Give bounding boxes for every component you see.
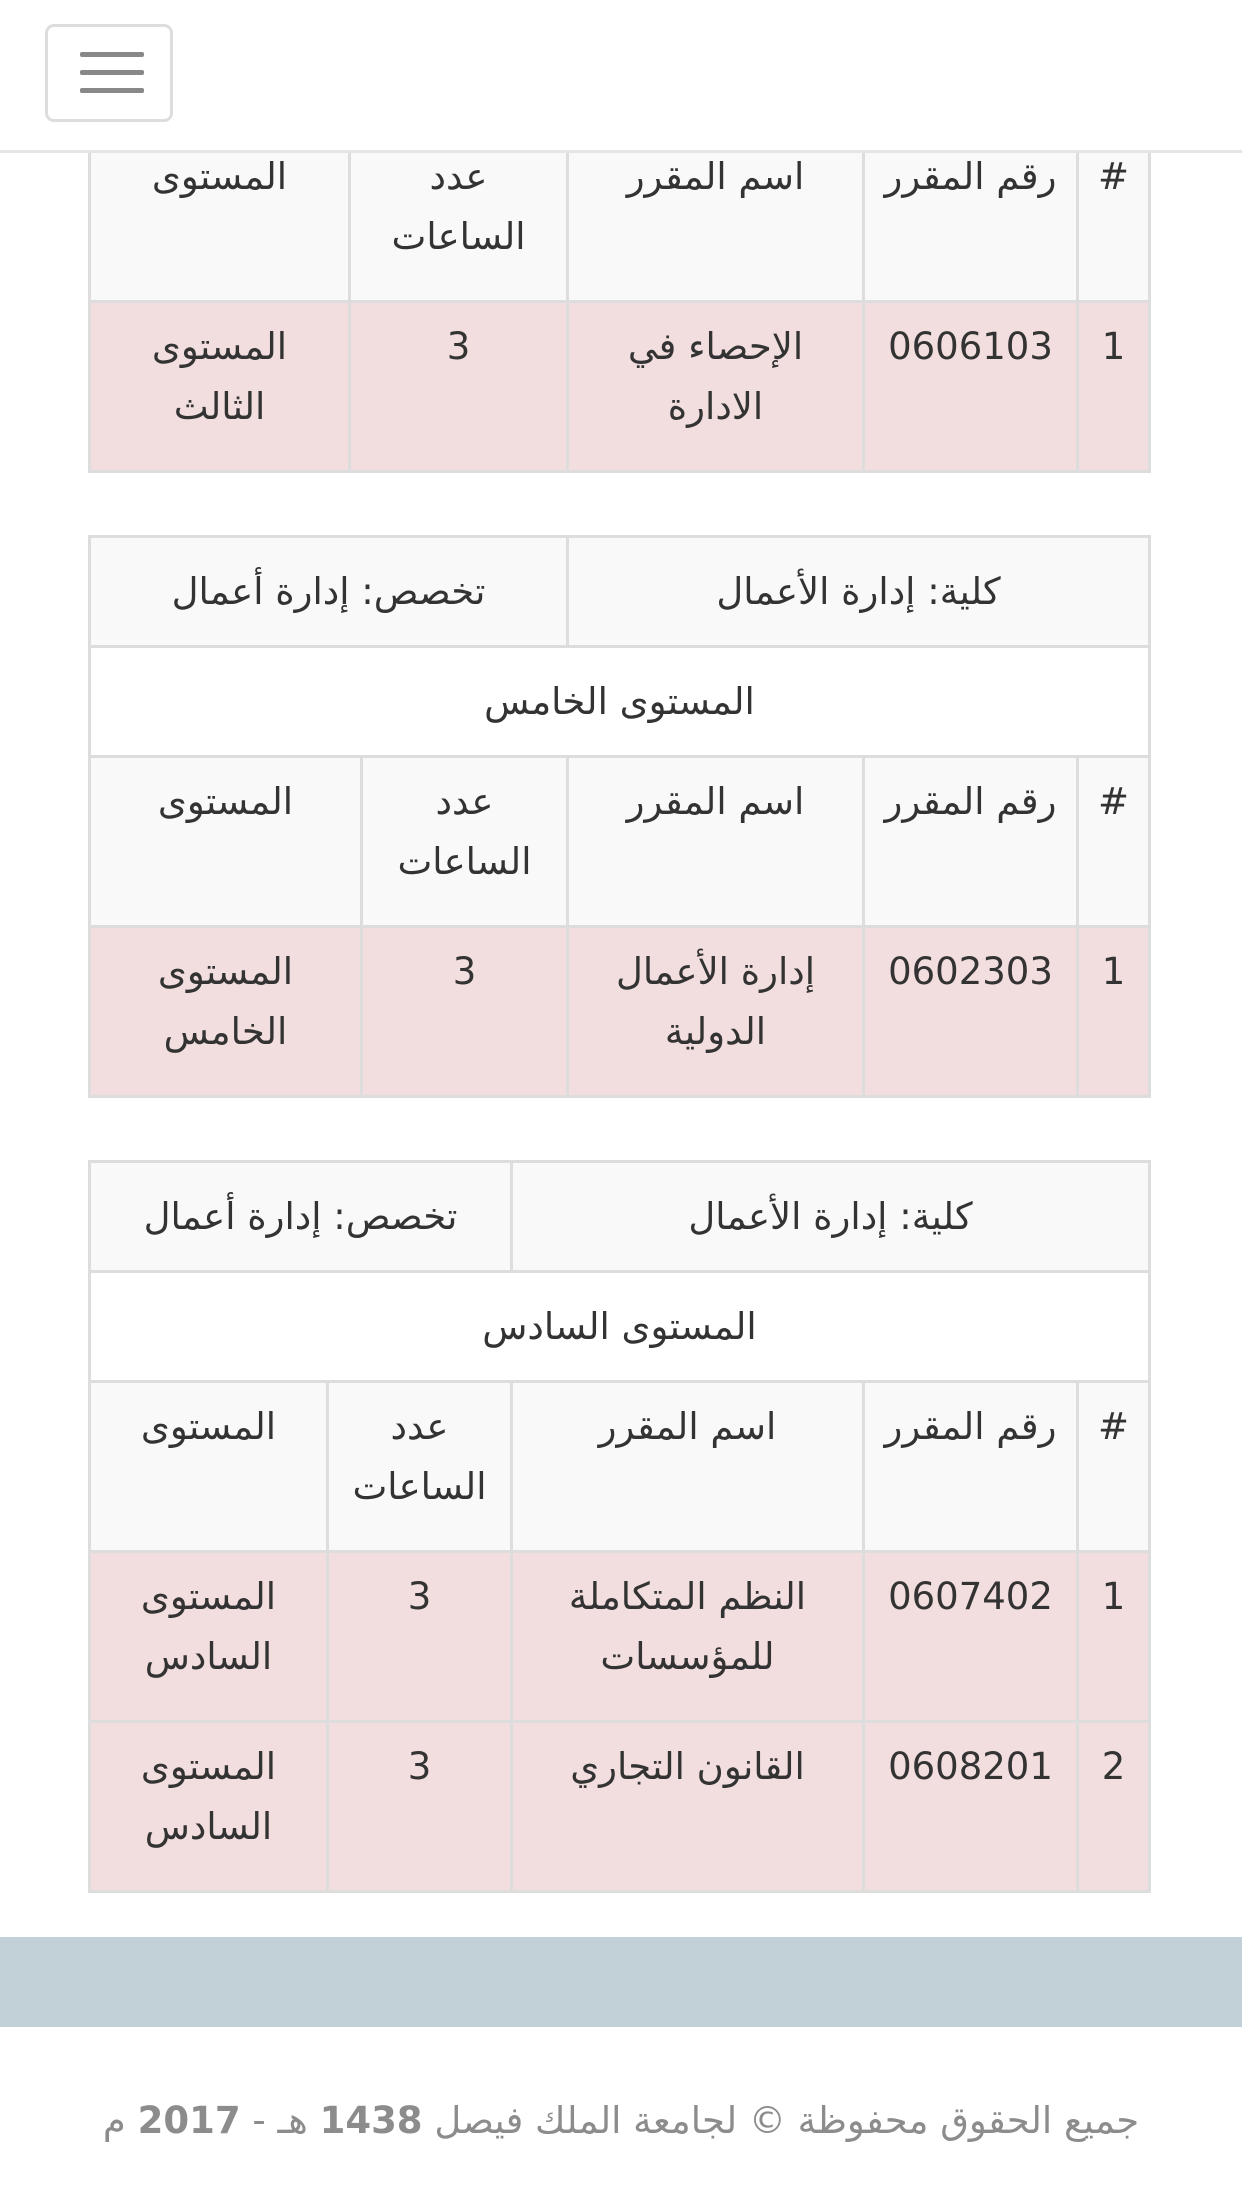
col-header-course-code: رقم المقرر: [864, 132, 1078, 302]
col-header-course-code: رقم المقرر: [864, 757, 1078, 927]
cell-course-code: 0606103: [864, 302, 1078, 472]
cell-index: 1: [1078, 1552, 1150, 1722]
courses-table-level-6: [88, 1160, 1151, 1893]
cell-course-name: النظم المتكاملة للمؤسسات: [511, 1552, 863, 1722]
footer-band: [0, 1937, 1242, 2027]
table-level-row: [89, 1272, 1149, 1382]
level-title: المستوى السادس: [89, 1272, 1149, 1382]
table-row: [89, 1552, 1149, 1722]
menu-bar-1: [80, 52, 144, 57]
major-label: تخصص: إدارة أعمال: [89, 1162, 511, 1272]
cell-hours: 3: [361, 927, 567, 1097]
courses-table-level-5: [88, 535, 1151, 1098]
gregorian-year: 2017: [137, 2099, 241, 2142]
cell-course-name: القانون التجاري: [511, 1722, 863, 1892]
col-header-index: #: [1078, 132, 1150, 302]
cell-course-code: 0607402: [864, 1552, 1078, 1722]
copyright-prefix: جميع الحقوق محفوظة © لجامعة الملك فيصل: [434, 2099, 1140, 2142]
col-header-course-name: اسم المقرر: [567, 757, 863, 927]
col-header-level: المستوى: [90, 132, 350, 302]
col-header-course-name: اسم المقرر: [568, 132, 864, 302]
table-info-row: [89, 537, 1149, 647]
footer-copyright: [30, 2090, 1212, 2152]
table-row: [89, 1722, 1149, 1892]
col-header-level: المستوى: [89, 757, 361, 927]
menu-bar-3: [80, 88, 144, 93]
cell-index: 1: [1078, 927, 1150, 1097]
hamburger-menu-icon[interactable]: [45, 24, 173, 122]
courses-table-level-3: [88, 130, 1151, 473]
cell-level: المستوى السادس: [89, 1722, 327, 1892]
col-header-hours: عدد الساعات: [361, 757, 567, 927]
cell-hours: 3: [350, 302, 568, 472]
col-header-index: #: [1078, 1382, 1150, 1552]
col-header-index: #: [1078, 757, 1150, 927]
cell-index: 2: [1078, 1722, 1150, 1892]
cell-level: المستوى الخامس: [89, 927, 361, 1097]
cell-hours: 3: [327, 1722, 511, 1892]
table-row: [89, 927, 1149, 1097]
col-header-course-code: رقم المقرر: [864, 1382, 1078, 1552]
cell-level: المستوى الثالث: [90, 302, 350, 472]
cell-course-name: الإحصاء في الادارة: [568, 302, 864, 472]
hijri-suffix: هـ -: [252, 2099, 308, 2142]
cell-hours: 3: [327, 1552, 511, 1722]
cell-course-code: 0602303: [864, 927, 1078, 1097]
level-title: المستوى الخامس: [89, 647, 1149, 757]
table-header-row: [89, 1382, 1149, 1552]
col-header-hours: عدد الساعات: [327, 1382, 511, 1552]
cell-course-code: 0608201: [864, 1722, 1078, 1892]
col-header-level: المستوى: [89, 1382, 327, 1552]
college-label: كلية: إدارة الأعمال: [511, 1162, 1149, 1272]
table-info-row: [89, 1162, 1149, 1272]
col-header-hours: عدد الساعات: [350, 132, 568, 302]
college-label: كلية: إدارة الأعمال: [567, 537, 1149, 647]
table-header-row: [90, 132, 1150, 302]
cell-level: المستوى السادس: [89, 1552, 327, 1722]
table-header-row: [89, 757, 1149, 927]
table-level-row: [89, 647, 1149, 757]
hijri-year: 1438: [319, 2099, 423, 2142]
cell-index: 1: [1078, 302, 1150, 472]
gregorian-suffix: م: [102, 2099, 126, 2142]
top-navbar: [0, 0, 1242, 153]
courses-content: [91, 150, 1151, 1893]
cell-course-name: إدارة الأعمال الدولية: [567, 927, 863, 1097]
major-label: تخصص: إدارة أعمال: [89, 537, 567, 647]
col-header-course-name: اسم المقرر: [511, 1382, 863, 1552]
table-row: [90, 302, 1150, 472]
menu-bar-2: [80, 70, 144, 75]
